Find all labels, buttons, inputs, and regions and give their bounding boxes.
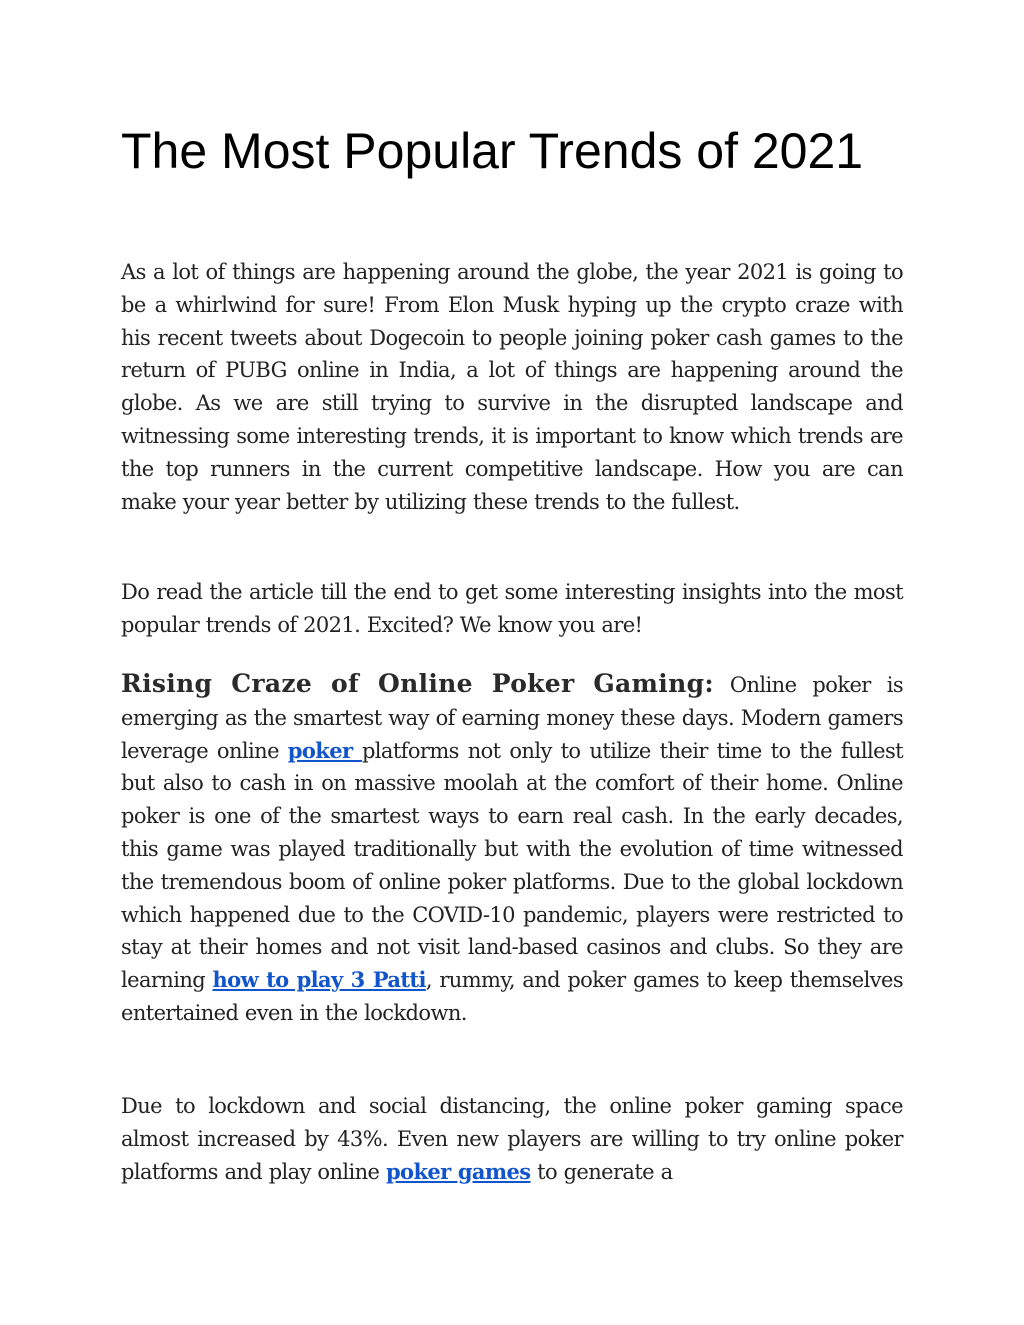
paragraph-text-part: to generate a	[530, 1159, 673, 1184]
intro-paragraph: As a lot of things are happening around the globe, the year 2021 is going to be a whirlwind for sure! From Elon Musk hyping up the crypto craze with his recent tweets about Dogecoin to people joining poker cash games to the return of PUBG online in India, a lot of things are happening around the globe. As we are still trying to survive in the disrupted landscape and witnessing some interesting trends, it is important to know which trends are the top runners in the current competitive landscape. How you are can make your year better by utilizing these trends to the fullest.	[121, 260, 903, 514]
section-heading: Rising Craze of Online Poker Gaming:	[121, 669, 714, 698]
poker-link[interactable]: poker	[287, 737, 362, 763]
section-text-part: , rummy, and poker games to keep themselves entertained even in the lockdown.	[121, 968, 903, 1025]
how-to-play-3-patti-link[interactable]: how to play 3 Patti	[212, 967, 426, 993]
section-text-part: platforms not only to utilize their time to the fullest but also to cash in on massive moolah at the comfort of their home. Online poker is one of the smartest ways to earn real cash. In the early decades, this game was played traditionally but with the evolution of time witnessed the tremendous boom of online poker platforms. Due to the global lockdown which happened due to the COVID-10 pandemic, players were restricted to stay at their homes and not visit land-based casinos and clubs. So they are learning	[121, 738, 903, 993]
article-teaser-paragraph: Do read the article till the end to get some interesting insights into the most popular trends of 2021. Excited? We know you are!	[121, 580, 903, 637]
page-title: The Most Popular Trends of 2021	[121, 123, 864, 179]
paragraph-text-part: Due to lockdown and social distancing, the online poker gaming space almost increased by 43%. Even new players are willing to try online poker platforms and play online	[121, 1094, 903, 1184]
poker-games-link[interactable]: poker games	[385, 1158, 531, 1184]
section-text-part: Online poker is emerging as the smartest way of earning money these days. Modern gamers leverage online	[121, 673, 904, 763]
lockdown-paragraph	[121, 1090, 903, 1188]
online-poker-section	[121, 668, 903, 1030]
